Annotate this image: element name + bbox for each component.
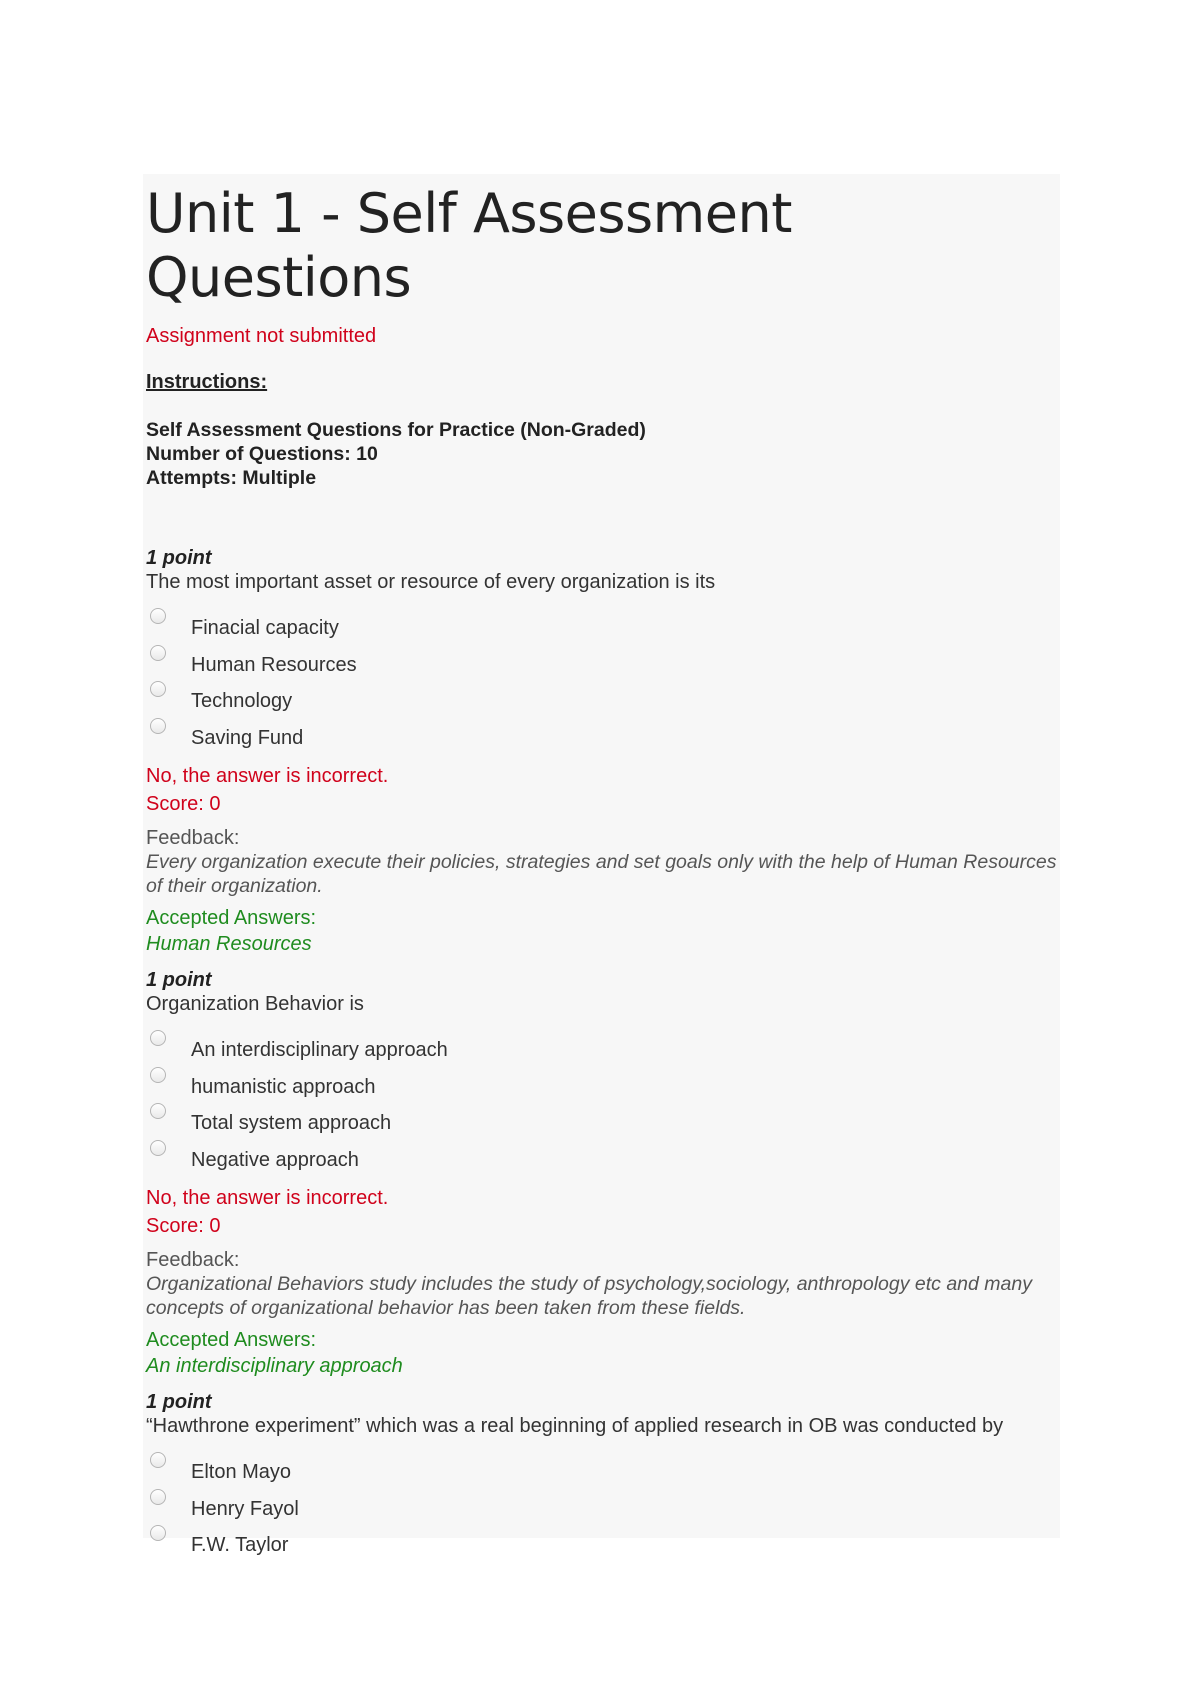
question-text: “Hawthrone experiment” which was a real beginning of applied research in OB was conducted by	[146, 1415, 1004, 1437]
radio-button[interactable]	[150, 1103, 166, 1119]
instructions-line: Number of Questions: 10	[146, 443, 378, 465]
option[interactable]	[146, 645, 1060, 682]
option[interactable]	[146, 608, 1060, 645]
option[interactable]	[146, 718, 1060, 755]
question-text: Organization Behavior is	[146, 993, 364, 1015]
score: Score: 0	[146, 1215, 221, 1237]
option[interactable]	[146, 1489, 1060, 1526]
question-text: The most important asset or resource of every organization is its	[146, 571, 716, 593]
option-label: Total system approach	[191, 1112, 392, 1134]
options-list	[146, 1030, 1060, 1176]
option[interactable]	[146, 1140, 1060, 1177]
option[interactable]	[146, 1525, 1060, 1562]
score: Score: 0	[146, 793, 221, 815]
radio-button[interactable]	[150, 1489, 166, 1505]
feedback-text: Organizational Behaviors study includes the study of psychology,sociology, anthropology etc and many concepts of organizational behavior has been taken from these fields.	[146, 1273, 1032, 1319]
radio-button[interactable]	[150, 1067, 166, 1083]
radio-button[interactable]	[150, 608, 166, 624]
question-points: 1 point	[146, 547, 212, 569]
submission-status: Assignment not submitted	[146, 325, 377, 347]
option[interactable]	[146, 1030, 1060, 1067]
option[interactable]	[146, 1067, 1060, 1104]
option-label: Human Resources	[191, 653, 357, 676]
instructions-block	[146, 418, 1060, 490]
instructions-line: Attempts: Multiple	[146, 467, 317, 489]
option-label: humanistic approach	[191, 1075, 376, 1098]
option-label: An interdisciplinary approach	[191, 1039, 448, 1061]
option-label: Elton Mayo	[191, 1461, 292, 1483]
options-list	[146, 608, 1060, 754]
assessment-panel	[143, 174, 1060, 1556]
accepted-answers-label: Accepted Answers:	[146, 907, 317, 929]
result-message: No, the answer is incorrect.	[146, 765, 389, 787]
radio-button[interactable]	[150, 1030, 166, 1046]
option-label: Finacial capacity	[191, 617, 339, 639]
page-title: Unit 1 - Self Assessment Questions	[146, 182, 792, 309]
option-label: Technology	[191, 690, 293, 712]
option-label: F.W. Taylor	[191, 1534, 289, 1556]
options-list	[146, 1452, 1060, 1562]
radio-button[interactable]	[150, 681, 166, 697]
radio-button[interactable]	[150, 1452, 166, 1468]
accepted-answers-label: Accepted Answers:	[146, 1329, 317, 1351]
option-label: Negative approach	[191, 1148, 359, 1171]
instructions-line: Self Assessment Questions for Practice (Non-Graded)	[146, 419, 646, 441]
feedback-text: Every organization execute their policies, strategies and set goals only with the help of Human Resources of their organization.	[146, 851, 1057, 897]
instructions-label: Instructions:	[146, 371, 268, 393]
radio-button[interactable]	[150, 718, 166, 734]
option-label: Henry Fayol	[191, 1497, 299, 1520]
feedback-label: Feedback:	[146, 1249, 240, 1271]
option[interactable]	[146, 681, 1060, 718]
question-points: 1 point	[146, 1391, 212, 1413]
question-2	[146, 968, 1060, 1378]
question-3	[146, 1390, 1060, 1562]
option[interactable]	[146, 1103, 1060, 1140]
feedback-label: Feedback:	[146, 827, 240, 849]
question-1	[146, 546, 1060, 956]
accepted-answer: An interdisciplinary approach	[146, 1355, 403, 1377]
radio-button[interactable]	[150, 645, 166, 661]
radio-button[interactable]	[150, 1525, 166, 1541]
option[interactable]	[146, 1452, 1060, 1489]
radio-button[interactable]	[150, 1140, 166, 1156]
option-label: Saving Fund	[191, 726, 304, 749]
accepted-answer: Human Resources	[146, 933, 312, 955]
question-points: 1 point	[146, 969, 212, 991]
result-message: No, the answer is incorrect.	[146, 1187, 389, 1209]
